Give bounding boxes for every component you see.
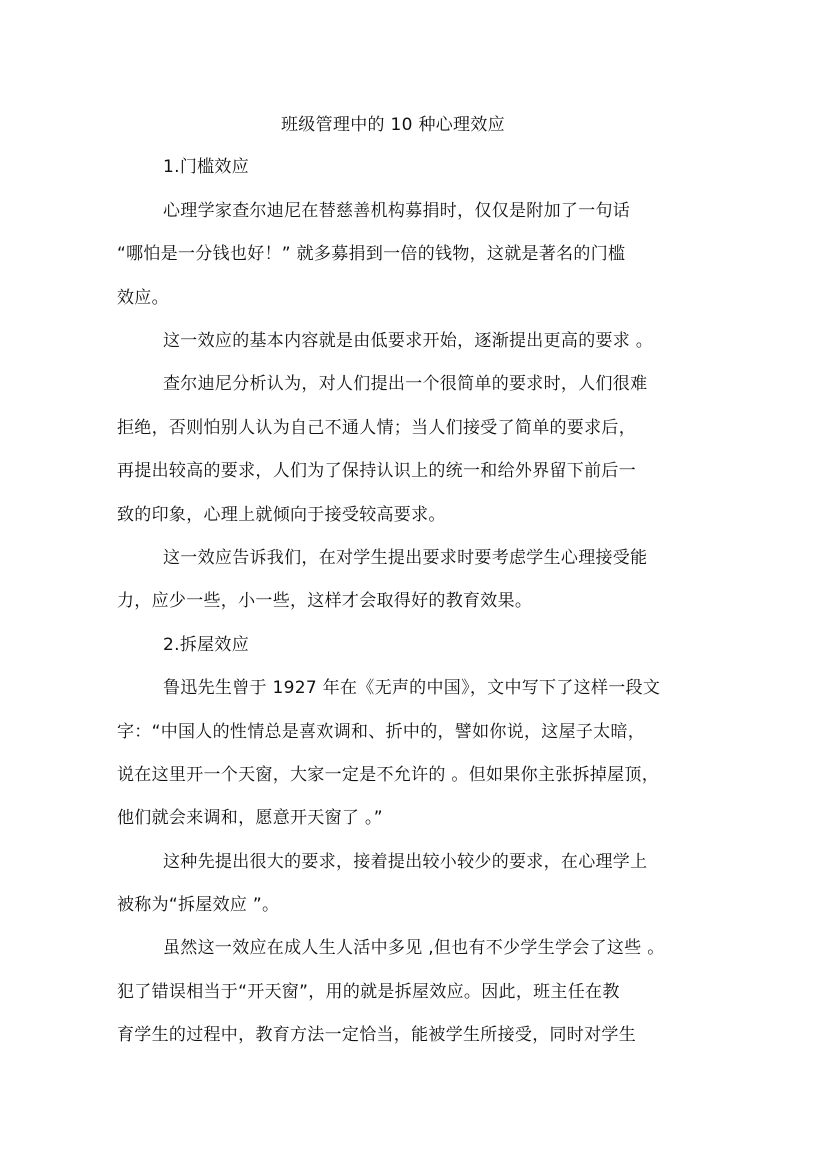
- paragraph-line: 心理学家查尔迪尼在替慈善机构募捐时，仅仅是附加了一句话: [163, 201, 631, 221]
- paragraph-line: 字：“中国人的性情总是喜欢调和、折中的，譬如你说，这屋子太暗，: [117, 722, 646, 742]
- paragraph-line: 鲁迅先生曾于 1927 年在《无声的中国》，文中写下了这样一段文: [163, 678, 661, 698]
- paragraph-line: 虽然这一效应在成人生人活中多见 ,但也有不少学生学会了这些 。: [163, 938, 665, 958]
- paragraph-line: 查尔迪尼分析认为，对人们提出一个很简单的要求时，人们很难: [163, 374, 648, 394]
- paragraph-line: 犯了错误相当于“开天窗”，用的就是拆屋效应。因此，班主任在教: [117, 982, 620, 1002]
- paragraph-line: 育学生的过程中，教育方法一定恰当，能被学生所接受，同时对学生: [117, 1025, 636, 1045]
- paragraph-line: 致的印象，心理上就倾向于接受较高要求。: [117, 505, 446, 525]
- paragraph-line: 这种先提出很大的要求，接着提出较小较少的要求，在心理学上: [163, 852, 648, 872]
- paragraph-line: 拒绝，否则怕别人认为自己不通人情；当人们接受了简单的要求后，: [117, 418, 636, 438]
- paragraph-line: 力，应少一些，小一些，这样才会取得好的教育效果。: [117, 591, 533, 611]
- paragraph-line: “哪怕是一分钱也好！” 就多募捐到一倍的钱物，这就是著名的门槛: [117, 244, 626, 264]
- paragraph-line: 再提出较高的要求，人们为了保持认识上的统一和给外界留下前后一: [117, 461, 636, 481]
- document-title: 班级管理中的 10 种心理效应: [281, 115, 505, 135]
- paragraph-line: 说在这里开一个天窗，大家一定是不允许的 。但如果你主张拆掉屋顶，: [117, 765, 660, 785]
- paragraph-line: 被称为“拆屋效应 ”。: [117, 895, 280, 915]
- paragraph-line: 这一效应告诉我们，在对学生提出要求时要考虑学生心理接受能: [163, 548, 648, 568]
- paragraph-line: 这一效应的基本内容就是由低要求开始，逐渐提出更高的要求 。: [163, 331, 654, 351]
- paragraph-line: 他们就会来调和，愿意开天窗了 。”: [117, 808, 383, 828]
- section-heading: 2.拆屋效应: [163, 635, 250, 655]
- paragraph-line: 效应。: [117, 288, 169, 308]
- section-heading: 1.门槛效应: [163, 157, 250, 177]
